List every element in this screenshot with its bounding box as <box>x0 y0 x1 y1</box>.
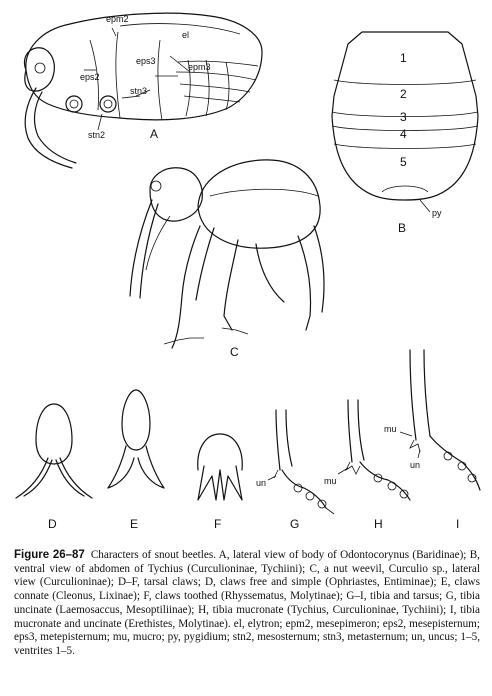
panel-b-ventral-abdomen <box>332 32 478 235</box>
label-un-g: un <box>256 478 267 488</box>
panel-a-lateral-body <box>24 13 262 168</box>
ventrite-2: 2 <box>400 87 407 101</box>
panel-e-claws-connate <box>108 390 164 531</box>
caption-text: Characters of snout beetles. A, lateral view of body of Odontocorynus (Baridinae); B, ventral view of abdomen of Tychius (Curculioninae, Tychiini); C, a nut weevil, Curculio sp., lateral view (Curculioninae); D–F, tarsal claws; D, claws free and simple (Ophriastes, Entiminae); E, claws connate (Cleonus, Lixinae); F, claws toothed (Rhyssematus, Molytinae); G–I, tibia and tarsus; G, tibia uncinate (Laemosaccus, Mesoptiliinae); H, tibia mucronate (Tychius, Curculioninae, Tychiini); I, tibia mucronate and uncinate (Erethistes, Molytinae). el, elytron; epm2, mesepimeron; eps2, mesepisternum; eps3, metepisternum; mu, mucro; py, pygidium; stn2, mesosternum; stn3, metasternum; un, uncus; 1–5, ventrites 1–5. <box>14 549 480 657</box>
panel-h-tibia-mucronate <box>324 400 410 531</box>
panel-i-tibia-mucronate-uncinate <box>384 350 480 531</box>
label-stn3: stn3 <box>130 86 148 96</box>
label-eps3: eps3 <box>136 56 156 66</box>
label-mu-h: mu <box>324 476 337 486</box>
panel-g-tibia-uncinate <box>256 410 334 531</box>
panel-label-f: F <box>214 517 222 531</box>
ventrite-5: 5 <box>400 155 407 169</box>
panel-label-d: D <box>48 517 57 531</box>
panel-c-nut-weevil <box>130 160 324 359</box>
panel-label-h: H <box>374 517 383 531</box>
panel-d-claws-free <box>16 404 92 531</box>
label-stn2: stn2 <box>88 130 106 140</box>
label-epm3: epm3 <box>188 62 211 72</box>
caption-title: Figure 26–87 <box>14 549 85 561</box>
ventrite-4: 4 <box>400 127 407 141</box>
label-eps2: eps2 <box>80 72 100 82</box>
label-mu-i: mu <box>384 424 397 434</box>
ventrite-1: 1 <box>400 51 407 65</box>
panel-label-e: E <box>130 517 139 531</box>
panel-label-g: G <box>290 517 300 531</box>
figure-caption <box>14 549 480 659</box>
label-epm2: epm2 <box>106 14 129 24</box>
panel-label-c: C <box>230 345 239 359</box>
label-el: el <box>182 30 190 40</box>
panel-label-i: I <box>456 517 460 531</box>
panel-label-a: A <box>150 127 159 141</box>
label-py: py <box>432 208 442 218</box>
panel-f-claws-toothed <box>198 434 243 531</box>
ventrite-3: 3 <box>400 110 407 124</box>
panel-label-b: B <box>398 221 407 235</box>
label-un-i: un <box>410 460 421 470</box>
